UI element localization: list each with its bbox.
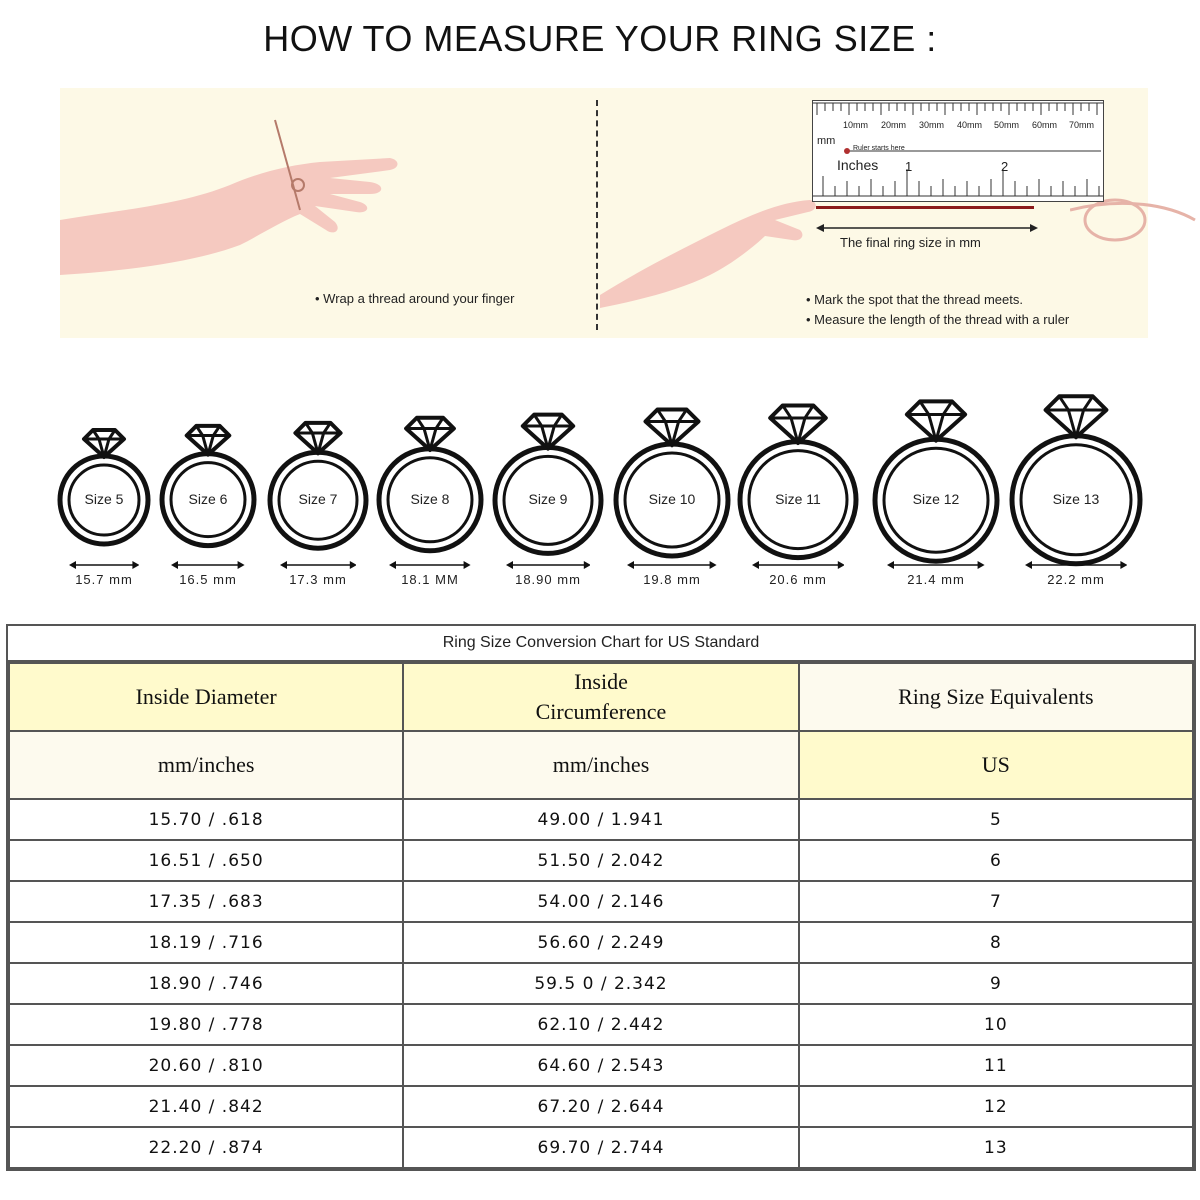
diameter-cell: 20.60 / .810 bbox=[9, 1045, 403, 1086]
ring-diameter-arrow bbox=[627, 560, 717, 570]
ruler-mm-tick: 70mm bbox=[1069, 120, 1095, 130]
final-size-caption: The final ring size in mm bbox=[840, 235, 981, 250]
diameter-cell: 18.19 / .716 bbox=[9, 922, 403, 963]
ring-diameter-label: 19.8 mm bbox=[643, 572, 701, 587]
ring-diameter-arrow bbox=[69, 560, 139, 570]
us-size-cell: 9 bbox=[799, 963, 1193, 1004]
conversion-chart bbox=[6, 624, 1196, 1171]
ring-icon bbox=[54, 392, 154, 550]
circumference-cell: 54.00 / 2.146 bbox=[403, 881, 798, 922]
circumference-cell: 62.10 / 2.442 bbox=[403, 1004, 798, 1045]
ring-diameter-label: 17.3 mm bbox=[289, 572, 347, 587]
subheader-us: US bbox=[799, 731, 1193, 799]
ring-diameter-label: 18.1 MM bbox=[401, 572, 459, 587]
header-ring-size-equivalents: Ring Size Equivalents bbox=[799, 663, 1193, 731]
ruler-inches-label: Inches bbox=[837, 157, 879, 173]
ring-diameter-label: 20.6 mm bbox=[769, 572, 827, 587]
conversion-table bbox=[8, 662, 1194, 1169]
table-body bbox=[9, 799, 1193, 1168]
ruler-mm-label: mm bbox=[817, 135, 836, 147]
ruler-mm-tick: 10mm bbox=[843, 120, 869, 130]
ruler-inch-tick: 2 bbox=[1001, 159, 1009, 174]
table-subheader-row bbox=[9, 731, 1193, 799]
table-row bbox=[9, 799, 1193, 840]
ring-size-label: Size 7 bbox=[298, 491, 338, 507]
diameter-cell: 22.20 / .874 bbox=[9, 1127, 403, 1168]
header-inside-circumference-text: Inside Circumference bbox=[535, 669, 667, 724]
ring-size-label: Size 8 bbox=[410, 491, 450, 507]
circumference-cell: 49.00 / 1.941 bbox=[403, 799, 798, 840]
ring-size-label: Size 5 bbox=[84, 491, 124, 507]
instruction-wrap-thread: • Wrap a thread around your finger bbox=[315, 291, 515, 306]
ring-icon bbox=[489, 373, 607, 559]
diameter-cell: 15.70 / .618 bbox=[9, 799, 403, 840]
ring-diameter-label: 21.4 mm bbox=[907, 572, 965, 587]
ruler-mm-tick: 30mm bbox=[919, 120, 945, 130]
ring-icon bbox=[734, 362, 862, 564]
ruler-mm-tick: 50mm bbox=[994, 120, 1020, 130]
ring-size-label: Size 10 bbox=[648, 491, 696, 507]
ring-diameter-arrow bbox=[171, 560, 245, 570]
table-row bbox=[9, 1086, 1193, 1127]
ring-diameter-arrow bbox=[280, 560, 357, 570]
ruler-mm-tick: 40mm bbox=[957, 120, 983, 130]
circumference-cell: 51.50 / 2.042 bbox=[403, 840, 798, 881]
panel-divider bbox=[596, 100, 598, 330]
diameter-cell: 17.35 / .683 bbox=[9, 881, 403, 922]
subheader-diameter-units: mm/inches bbox=[9, 731, 403, 799]
header-inside-diameter: Inside Diameter bbox=[9, 663, 403, 731]
us-size-cell: 13 bbox=[799, 1127, 1193, 1168]
ring-size-row bbox=[0, 385, 1200, 605]
diameter-cell: 16.51 / .650 bbox=[9, 840, 403, 881]
diameter-cell: 18.90 / .746 bbox=[9, 963, 403, 1004]
ring-icon bbox=[264, 383, 372, 554]
ring-icon bbox=[869, 357, 1003, 567]
table-row bbox=[9, 881, 1193, 922]
ring-icon bbox=[156, 387, 260, 552]
ring-icon bbox=[1006, 351, 1146, 570]
instruction-mark-spot: • Mark the spot that the thread meets. bbox=[806, 292, 1023, 307]
circumference-cell: 56.60 / 2.249 bbox=[403, 922, 798, 963]
chart-caption: Ring Size Conversion Chart for US Standard bbox=[8, 626, 1194, 662]
us-size-cell: 7 bbox=[799, 881, 1193, 922]
table-row bbox=[9, 1004, 1193, 1045]
ring-size-label: Size 12 bbox=[912, 491, 960, 507]
ruler-mm-tick: 60mm bbox=[1032, 120, 1058, 130]
table-row bbox=[9, 840, 1193, 881]
ring-diameter-arrow bbox=[389, 560, 471, 570]
ring-icon bbox=[373, 377, 487, 557]
hand-with-thread-illustration bbox=[60, 110, 420, 290]
ring-size-label: Size 9 bbox=[528, 491, 568, 507]
ring-diameter-label: 22.2 mm bbox=[1047, 572, 1105, 587]
ring-diameter-label: 18.90 mm bbox=[515, 572, 581, 587]
table-row bbox=[9, 1127, 1193, 1168]
ring-diameter-arrow bbox=[752, 560, 845, 570]
table-row bbox=[9, 1045, 1193, 1086]
table-row bbox=[9, 922, 1193, 963]
ring-diameter-arrow bbox=[887, 560, 985, 570]
hand-pointing-illustration bbox=[600, 190, 820, 310]
page-title: HOW TO MEASURE YOUR RING SIZE : bbox=[263, 18, 937, 59]
ruler-inch-tick: 1 bbox=[905, 159, 913, 174]
ring-diameter-arrow bbox=[506, 560, 591, 570]
circumference-cell: 64.60 / 2.543 bbox=[403, 1045, 798, 1086]
us-size-cell: 11 bbox=[799, 1045, 1193, 1086]
us-size-cell: 12 bbox=[799, 1086, 1193, 1127]
us-size-cell: 10 bbox=[799, 1004, 1193, 1045]
final-size-arrow bbox=[816, 222, 1038, 234]
circumference-cell: 69.70 / 2.744 bbox=[403, 1127, 798, 1168]
ring-size-label: Size 13 bbox=[1052, 491, 1100, 507]
ruler bbox=[812, 100, 1104, 202]
ruler-starts-label: Ruler starts here bbox=[853, 145, 905, 152]
us-size-cell: 8 bbox=[799, 922, 1193, 963]
thread-measure-line bbox=[816, 206, 1034, 209]
subheader-circumference-units: mm/inches bbox=[403, 731, 798, 799]
diameter-cell: 21.40 / .842 bbox=[9, 1086, 403, 1127]
instruction-measure-length: • Measure the length of the thread with a ruler bbox=[806, 312, 1070, 327]
circumference-cell: 67.20 / 2.644 bbox=[403, 1086, 798, 1127]
ring-size-label: Size 6 bbox=[188, 491, 228, 507]
ring-diameter-label: 15.7 mm bbox=[75, 572, 133, 587]
ruler-mm-tick: 20mm bbox=[881, 120, 907, 130]
header-inside-circumference bbox=[403, 663, 798, 731]
diameter-cell: 19.80 / .778 bbox=[9, 1004, 403, 1045]
us-size-cell: 6 bbox=[799, 840, 1193, 881]
table-row bbox=[9, 963, 1193, 1004]
ring-diameter-label: 16.5 mm bbox=[179, 572, 237, 587]
ring-size-label: Size 11 bbox=[775, 491, 821, 507]
ring-icon bbox=[610, 367, 734, 562]
circumference-cell: 59.5 0 / 2.342 bbox=[403, 963, 798, 1004]
ring-diameter-arrow bbox=[1025, 560, 1127, 570]
table-header-row bbox=[9, 663, 1193, 731]
us-size-cell: 5 bbox=[799, 799, 1193, 840]
